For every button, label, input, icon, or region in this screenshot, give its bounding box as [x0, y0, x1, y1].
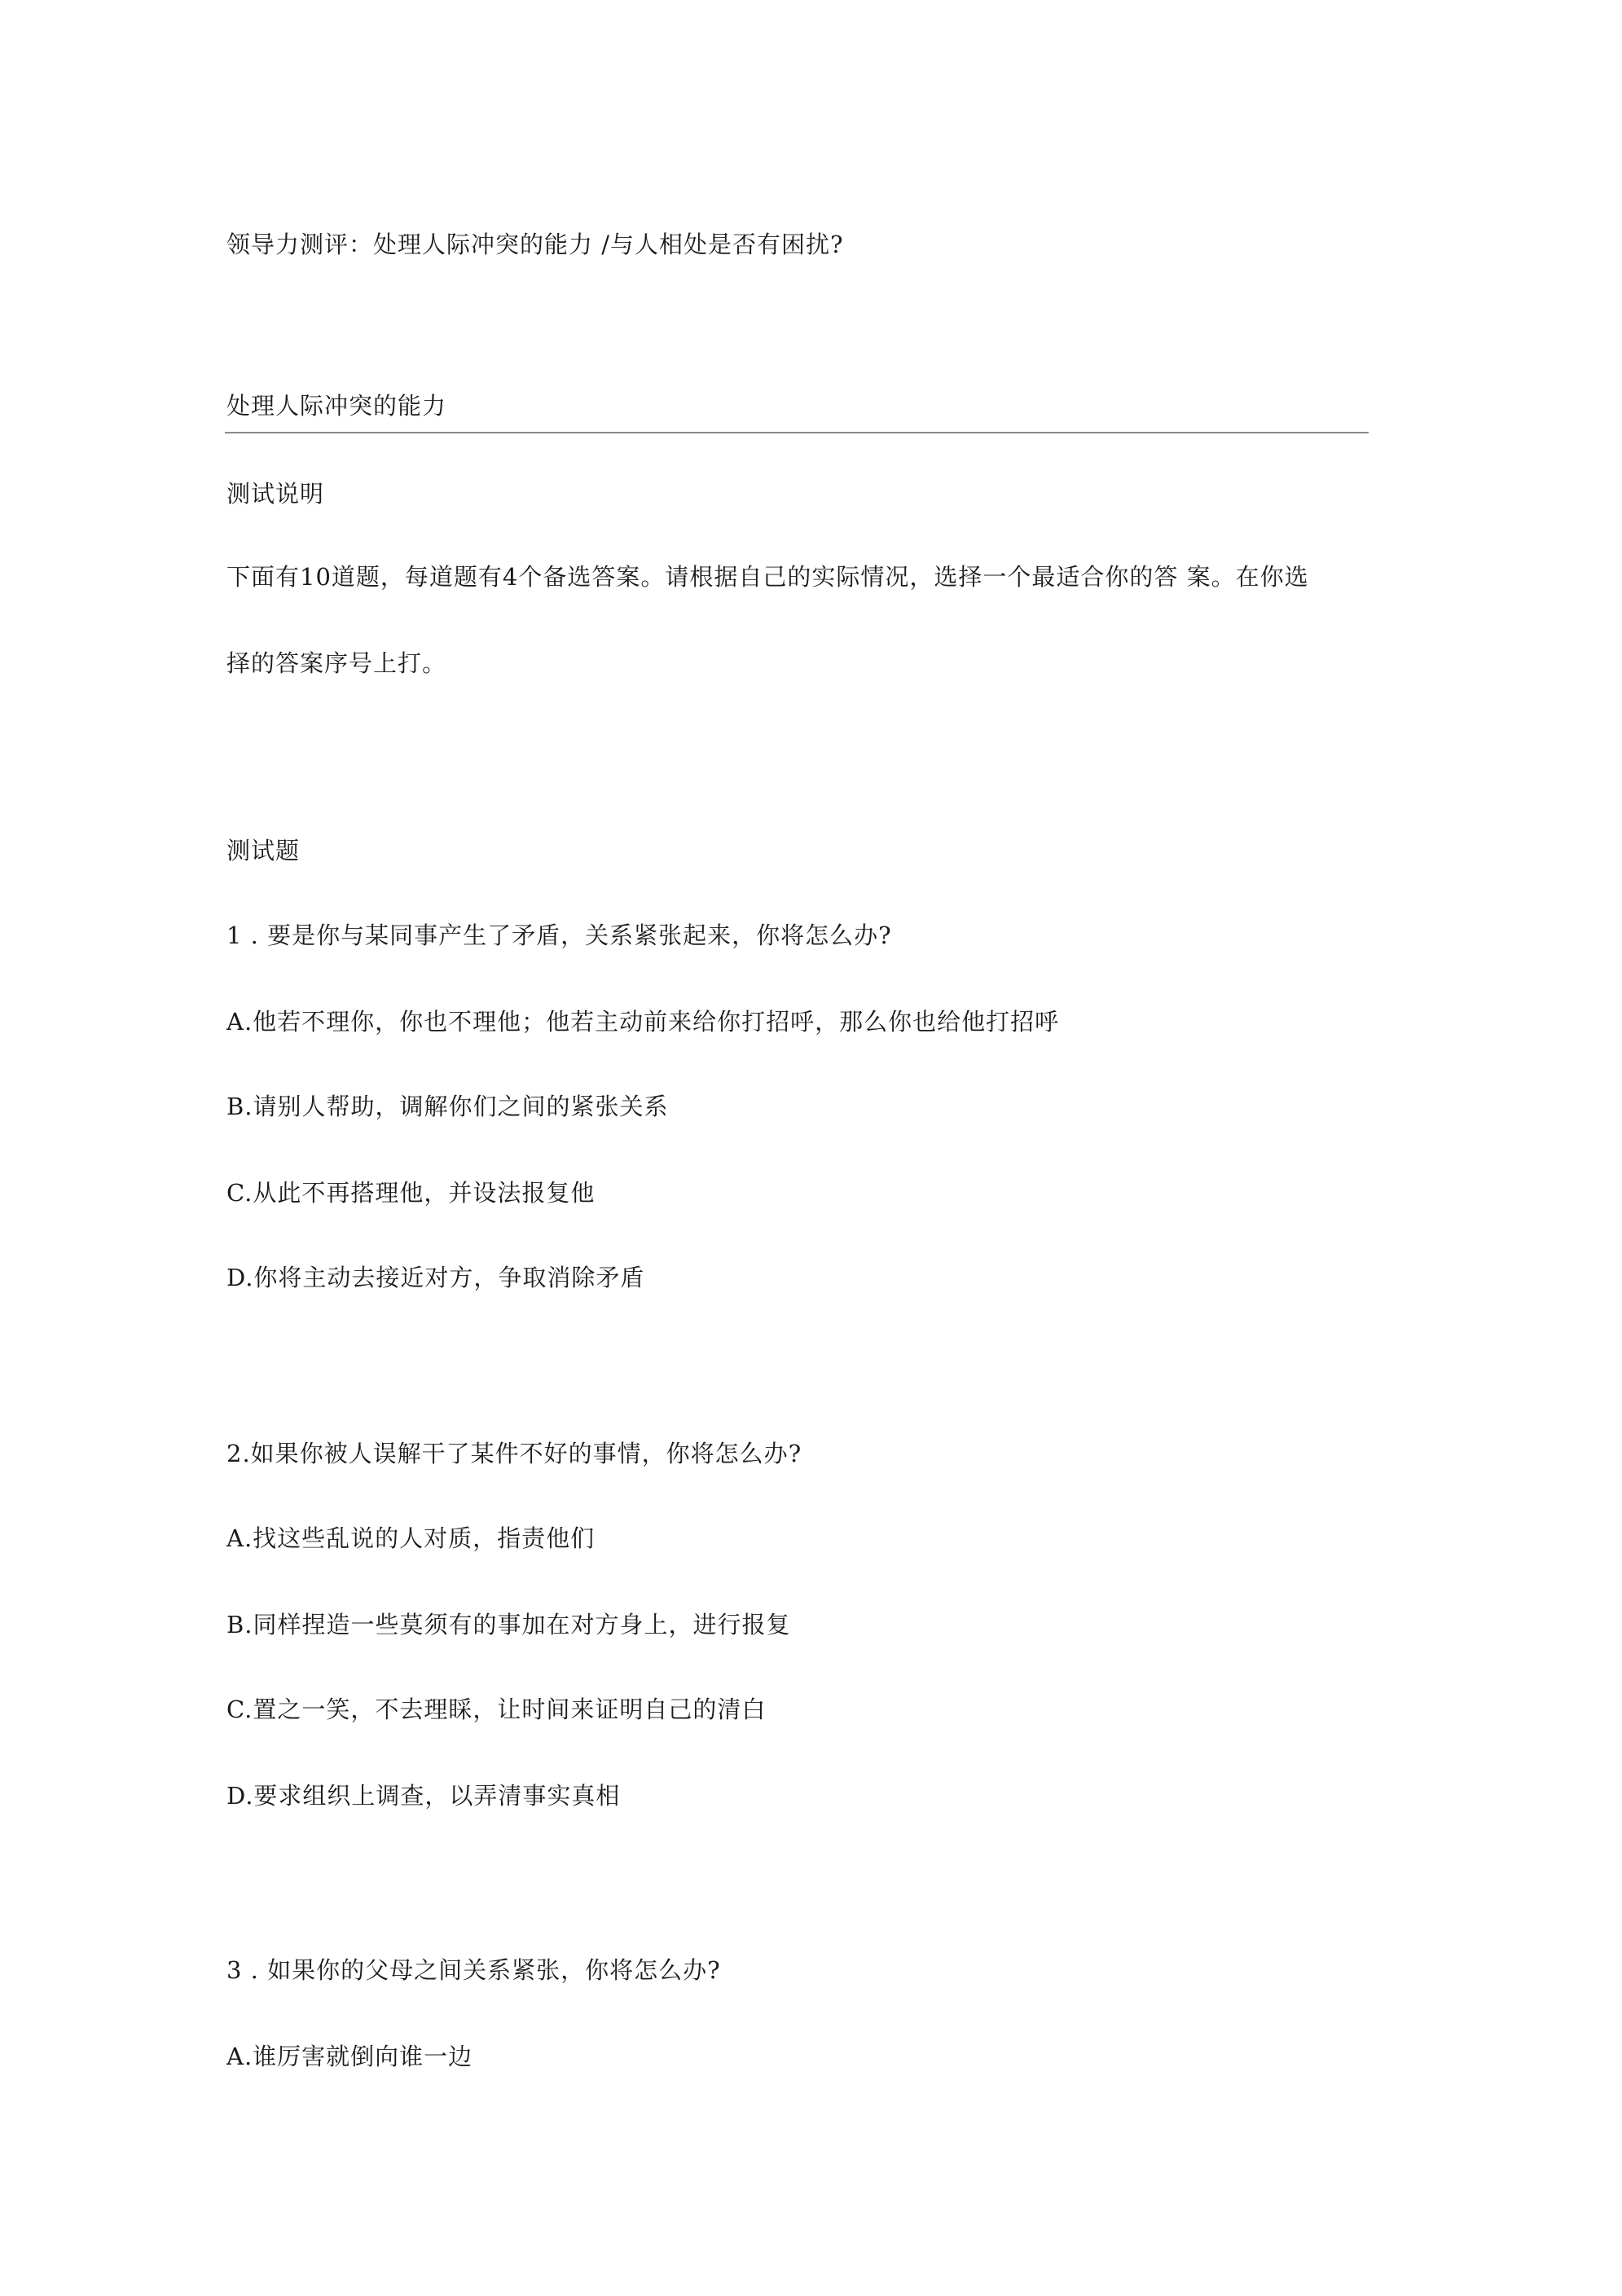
section-title: 处理人际冲突的能力	[226, 392, 447, 420]
question-2-option-d: D.要求组织上调查，以弄清事实真相	[226, 1782, 621, 1810]
instructions-text-line-2: 择的答案序号上打。	[226, 649, 447, 677]
instructions-heading: 测试说明	[226, 480, 325, 508]
question-3-text: 3 . 如果你的父母之间关系紧张，你将怎么办?	[226, 1956, 721, 1984]
question-1-option-b: B.请别人帮助，调解你们之间的紧张关系	[226, 1093, 669, 1120]
question-2-text: 2.如果你被人误解干了某件不好的事情，你将怎么办?	[226, 1440, 802, 1467]
instructions-text-line-1: 下面有10道题，每道题有4个备选答案。请根据自己的实际情况，选择一个最适合你的答 案。在你选	[226, 563, 1309, 591]
question-2-option-b: B.同样捏造一些莫须有的事加在对方身上，进行报复	[226, 1611, 791, 1638]
question-1-text: 1 . 要是你与某同事产生了矛盾，关系紧张起来，你将怎么办?	[226, 921, 892, 949]
section-divider	[225, 432, 1369, 433]
question-1-option-d: D.你将主动去接近对方，争取消除矛盾	[226, 1264, 645, 1291]
question-2-option-c: C.置之一笑，不去理睬，让时间来证明自己的清白	[226, 1696, 767, 1723]
questions-heading: 测试题	[226, 837, 301, 864]
question-1-option-c: C.从此不再搭理他，并设法报复他	[226, 1179, 596, 1207]
question-1-option-a: A.他若不理你，你也不理他；他若主动前来给你打招呼，那么你也给他打招呼	[226, 1008, 1060, 1036]
main-title: 领导力测评：处理人际冲突的能力 /与人相处是否有困扰?	[226, 231, 844, 258]
question-2-option-a: A.找这些乱说的人对质，指责他们	[226, 1524, 596, 1552]
question-3-option-a: A.谁厉害就倒向谁一边	[226, 2043, 473, 2070]
